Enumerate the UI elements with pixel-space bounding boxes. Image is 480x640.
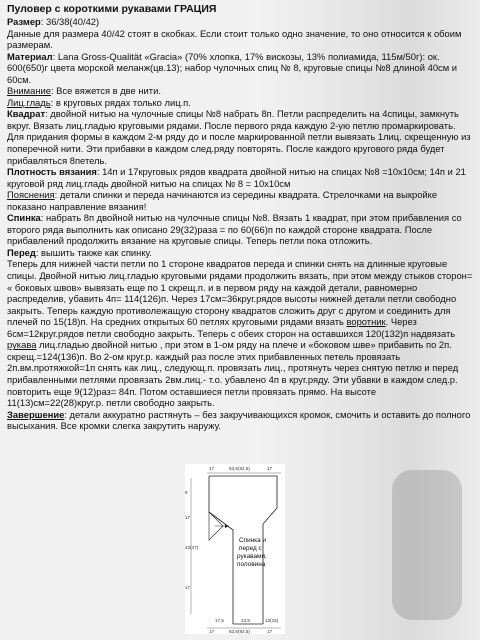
caption-line-2: перед с (239, 545, 262, 552)
density-value: : 14п и 17круговых рядов квадрата двойной нитью на спицах №8 =10х10см; 14п и 21 круговой ряд лиц.гладь двойной нитью на спицах № 8 = 10х10см (7, 166, 466, 189)
back-value: : набрать 8п двойной нитью на чулочные спицы №8. Вязать 1 квадрат, при этом прибавления со второго ряда выполнить как описано 29(32)раза = по 60(66)п по каждой стороне квадрата. После прибавлений продолжить вязание на круговые спицы. Теперь петли пока отложить. (7, 212, 462, 247)
finish-label: Завершение (7, 408, 65, 420)
dim-bottom-right: 17 (267, 629, 273, 634)
collar-term: воротник (346, 316, 386, 328)
notes-label: Пояснения (7, 189, 55, 201)
material-value: : Lana Gross-Qualität «Gracia» (70% хлопка, 17% вискозы, 13% полиамида, 115м/50г): ок. 600(650)г цвета морской меланж(цв.13); набор чулочных спиц № 8, круговые спицы №8 длиной 40см и 60см. (7, 50, 458, 85)
front-line (7, 247, 473, 259)
dim-top-middle: 83,5(92,5) (229, 466, 250, 471)
schematic-paper (185, 464, 285, 634)
dim-bottom-small-3: 13(15) (265, 618, 279, 623)
pattern-schematic (185, 464, 285, 634)
material-label: Материал (7, 50, 53, 62)
dim-left-4: 17 (185, 585, 191, 590)
dim-bottom-middle: 83,5(92,5) (229, 629, 250, 634)
size-value: : 36/38(40/42) (40, 16, 100, 27)
stitch-label: Лиц.гладь (7, 96, 51, 108)
square-label: Квадрат (7, 108, 46, 120)
size-line (7, 16, 473, 28)
pattern-text (7, 3, 473, 432)
dim-bottom-small-1: 17,5 (215, 618, 224, 623)
stitch-line (7, 97, 473, 109)
finish-value: : детали аккуратно растянуть – без закручивающихся кромок, смочить и оставить до полного высыхания. Все кромки слегка закрутить наружу. (7, 408, 471, 432)
dim-left-2: 17 (185, 515, 191, 520)
stitch-value: : в круговых рядах только лиц.п. (50, 96, 191, 108)
dim-bottom-small-2: 13,5 (241, 618, 250, 623)
body-text-2: . Через 6см=12круг.рядов петли свободно закрыть. Теперь с обеих сторон на оставшихся 120(132)п надвязать (7, 316, 456, 339)
caption-line-3: рукавами, (237, 553, 267, 560)
caption-line-1: Спинка и (239, 537, 267, 544)
notes-value: : детали спинки и переда начинаются из середины квадрата. Стрелочками на выкройке показано направление вязания! (7, 189, 438, 212)
dim-top-left: 17 (209, 466, 215, 471)
material-paragraph (7, 51, 473, 86)
page-title: Пуловер с короткими рукавами ГРАЦИЯ (7, 3, 217, 15)
front-label: Перед (7, 246, 36, 258)
notes-paragraph (7, 189, 473, 212)
dim-left-1: 6 (185, 490, 188, 495)
intro-paragraph: Данные для размера 40/42 стоят в скобках. Если стоит только одно значение, то оно относится к обоим размерам. (7, 27, 462, 51)
dim-left-3: 43(47) (185, 545, 199, 550)
dim-bottom-left: 17 (209, 629, 215, 634)
body-text-1: Теперь для нижней части петли по 1 стороне квадратов переда и спинки снять на длинные круговые спицы. Двойной нитью лиц.гладью круговыми рядами продолжить вязать, при этом между стыков сторон= « боковых швов» вывязать еще по 1 скрещ.п. и в первом ряду на каждой детали, равномерно распределив, убавить 4п= 114(126)п. Через 17см=36круг.рядов высоты нижней детали петли свободно закрыть. Теперь каждую противолежащую сторону квадратов сложить друг с другом и соединить для плечей по 15(18)п. На средних открытых 60 петлях круговыми рядами вязать (7, 258, 473, 328)
square-paragraph (7, 108, 473, 166)
body-text-3: лиц.гладью двойной нитью , при этом в 1-ом ряду на плече и «боковом шве» прибавить по 2п. скрещ.=124(136)п. Во 2-ом круг.р. каждый раз после этих прибавленных петель провязать 2п.вм.протяжкой=1п снять как лиц., следующ.п. провязать лиц., протянуть через снятую петлю и перед прибавленными петлями провязать 2вм.лиц.- т.о. убавлено 4п в круг.ряду. Эти убавки в каждом след.р. повторить еще 9(12)раз= 84п. Потом оставшиеся петли провязать прямо. На высоте 11(13)см=22(28)круг.р. петли свободно закрыть. (7, 339, 459, 409)
square-value: : двойной нитью на чулочные спицы №8 набрать 8п. Петли распределить на 4спицы, замкнуть вкруг. Вязать лиц.гладью круговыми рядами. После первого ряда каждую 2-ую петлю промаркировать. Для придания формы в каждом 2-м ряду до и после маркированной петли вывязать 1лиц. скрещенную из поперечной нити. Эти прибавки в каждом след.ряду повторять. После каждого кругового ряда будет прибавляться 8петель. (7, 108, 471, 166)
finish-paragraph (7, 409, 473, 432)
attention-label: Внимание (7, 85, 51, 97)
schematic-drawing (185, 464, 285, 634)
back-paragraph (7, 212, 473, 247)
sleeves-term: рукава (7, 339, 37, 351)
density-label: Плотность вязания (7, 166, 97, 178)
caption-line-4: половина (237, 561, 266, 568)
front-value: : вышить также как спинку. (35, 246, 152, 258)
background-photo-sleeve (392, 470, 462, 620)
density-paragraph (7, 166, 473, 189)
back-label: Спинка (7, 212, 41, 224)
attention-line (7, 85, 473, 97)
dim-top-right: 17 (267, 466, 273, 471)
attention-value: : Все вяжется в две нити. (50, 85, 161, 97)
body-paragraph (7, 258, 473, 408)
size-label: Размер (7, 16, 41, 27)
